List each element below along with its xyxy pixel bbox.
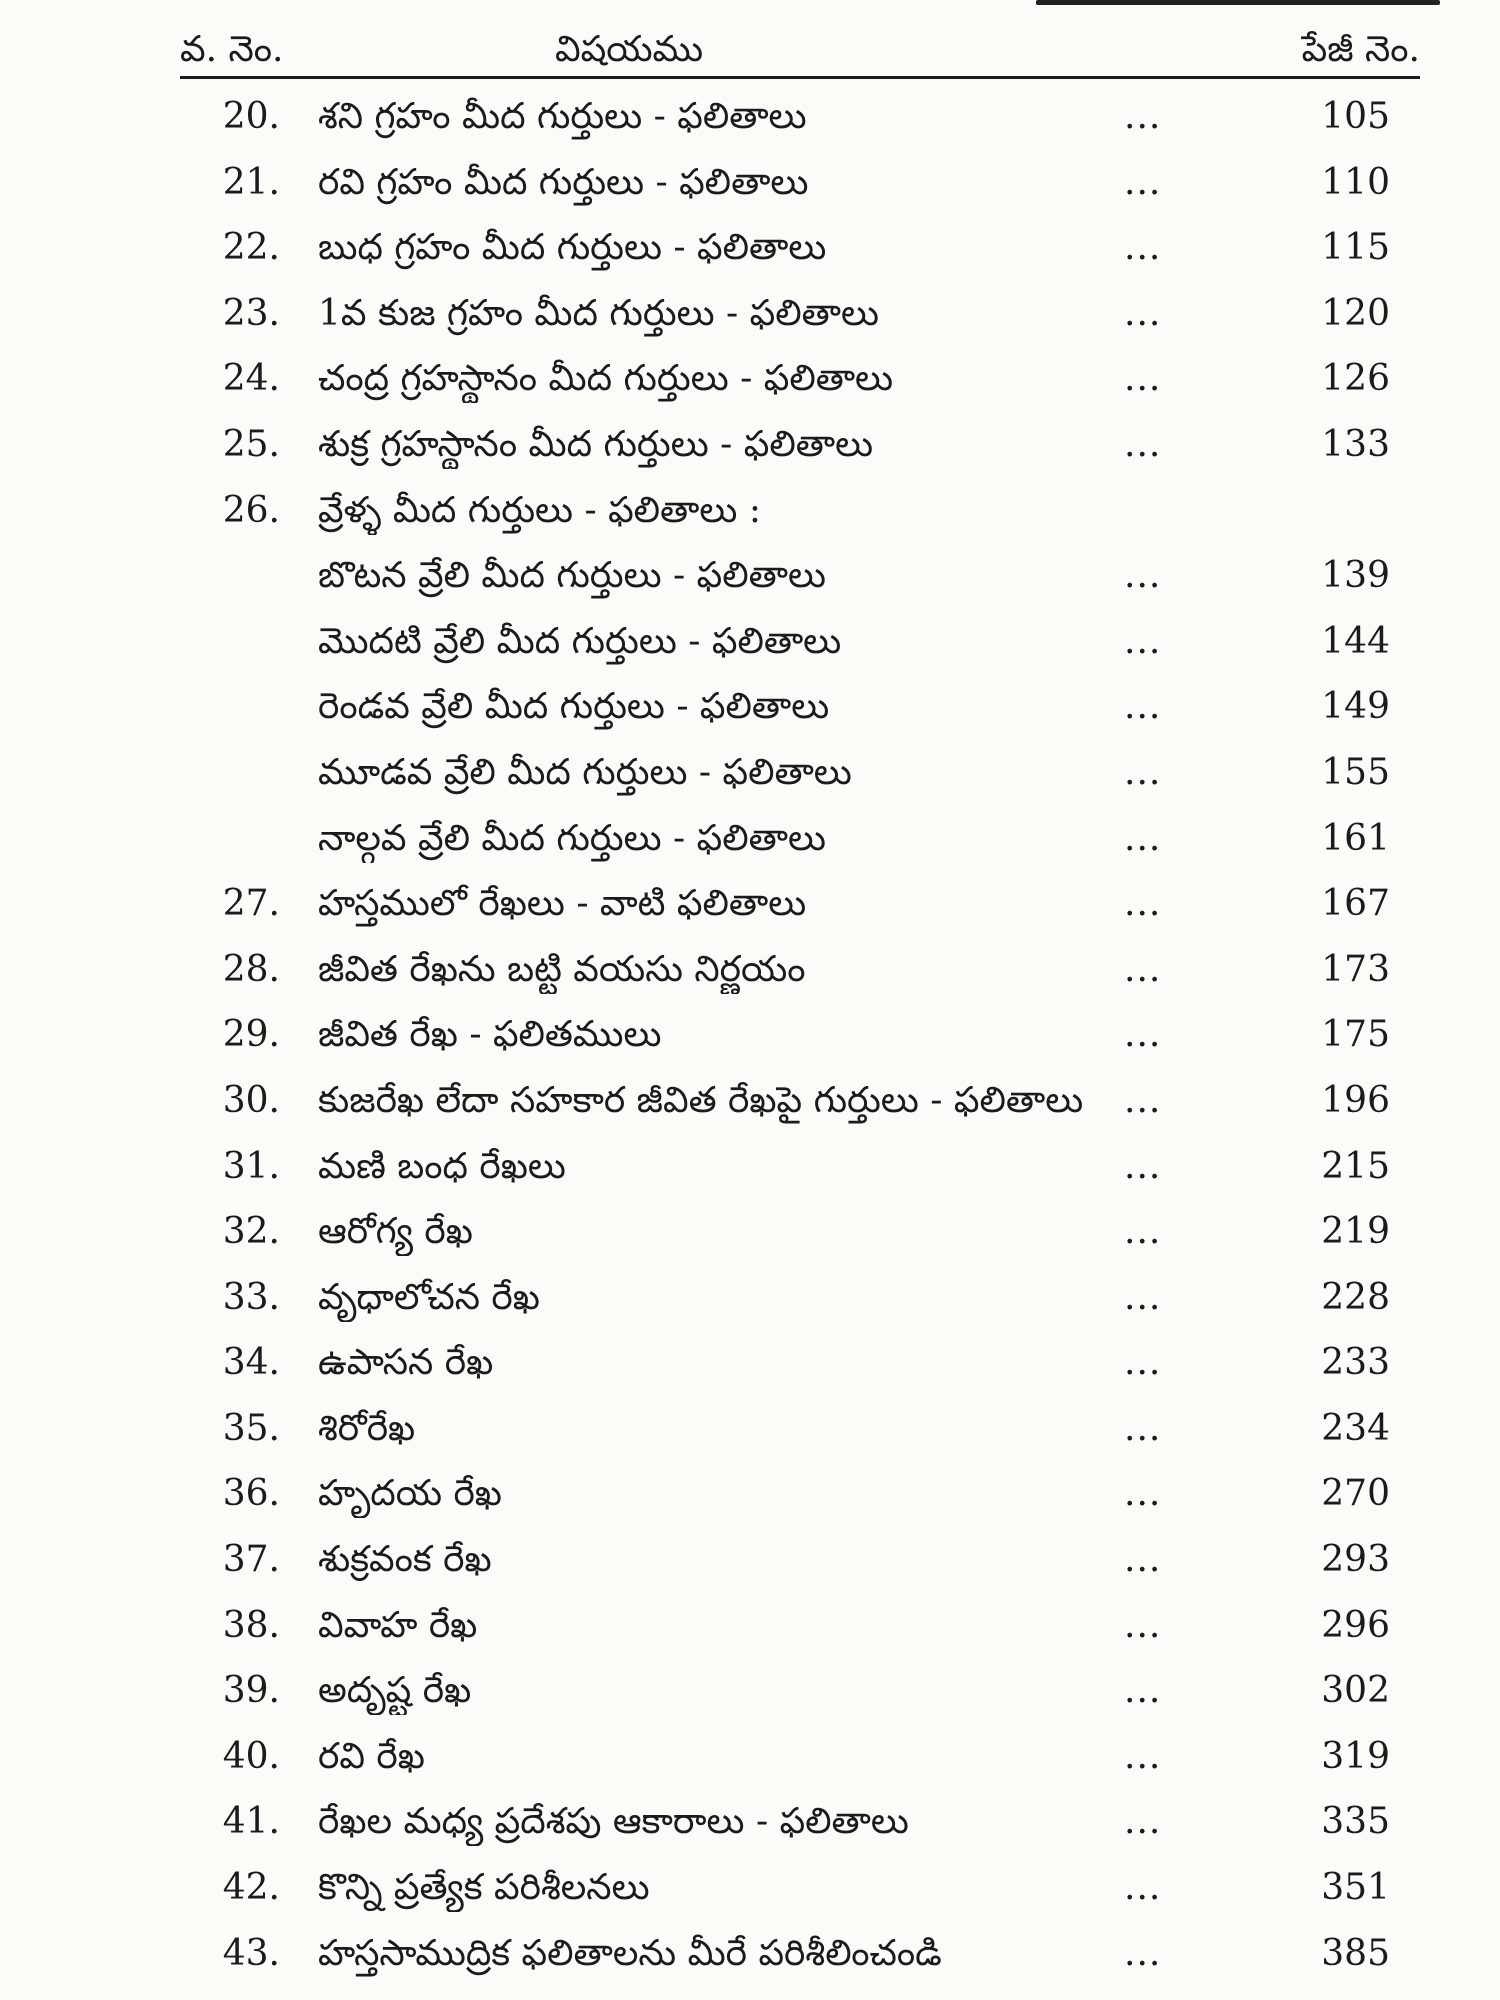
entry-title: కొన్ని ప్రత్యేక పరిశీలనలు — [318, 1867, 650, 1909]
entry-leader-dots: ... — [1124, 555, 1162, 597]
entry-number: 28. — [222, 948, 280, 990]
entry-title: వృధాలోచన రేఖ — [318, 1276, 540, 1318]
entry-page-number: 155 — [1321, 751, 1390, 793]
entry-title: హృదయ రేఖ — [318, 1473, 502, 1515]
contents-row — [0, 1790, 1500, 1856]
entry-title: నాల్గవ వ్రేలి మీద గుర్తులు - ఫలితాలు — [318, 817, 826, 859]
entry-number: 23. — [222, 292, 280, 334]
entry-number: 42. — [222, 1867, 280, 1909]
contents-row — [0, 479, 1500, 545]
contents-row — [0, 1331, 1500, 1397]
entry-page-number: 110 — [1321, 161, 1390, 203]
entry-title: శిరోరేఖ — [318, 1407, 416, 1449]
entry-leader-dots: ... — [1124, 751, 1162, 793]
entry-title: చంద్ర గ్రహస్థానం మీద గుర్తులు - ఫలితాలు — [318, 358, 894, 400]
entry-page-number: 270 — [1321, 1473, 1390, 1515]
entry-number: 36. — [222, 1473, 280, 1515]
entry-leader-dots: ... — [1124, 1407, 1162, 1449]
entry-title: రవి గ్రహం మీద గుర్తులు - ఫలితాలు — [318, 161, 809, 203]
contents-row — [0, 216, 1500, 282]
entry-number: 31. — [222, 1145, 280, 1187]
entry-number: 32. — [222, 1211, 280, 1253]
header-subject: విషయము — [555, 29, 704, 70]
contents-row — [0, 151, 1500, 217]
entry-number: 38. — [222, 1604, 280, 1646]
entry-number: 33. — [222, 1276, 280, 1318]
entry-leader-dots: ... — [1124, 1276, 1162, 1318]
contents-row — [0, 544, 1500, 610]
entry-leader-dots: ... — [1124, 948, 1162, 990]
entry-number: 26. — [222, 489, 280, 531]
entry-page-number: 319 — [1321, 1735, 1390, 1777]
entry-title: శని గ్రహం మీద గుర్తులు - ఫలితాలు — [318, 96, 807, 137]
entry-title: వివాహ రేఖ — [318, 1604, 478, 1646]
entry-leader-dots: ... — [1124, 1473, 1162, 1515]
entry-leader-dots: ... — [1124, 1539, 1162, 1581]
contents-row — [0, 675, 1500, 741]
entry-leader-dots: ... — [1124, 1867, 1162, 1909]
contents-row — [0, 610, 1500, 676]
contents-row — [0, 1462, 1500, 1528]
contents-row — [0, 1659, 1500, 1725]
header-page-number: పేజీ నెం. — [1301, 29, 1420, 70]
entry-page-number: 335 — [1321, 1801, 1390, 1843]
entry-title: రేఖల మధ్య ప్రదేశపు ఆకారాలు - ఫలితాలు — [318, 1801, 909, 1843]
contents-row — [0, 741, 1500, 807]
contents-row — [0, 413, 1500, 479]
entry-number: 40. — [222, 1735, 280, 1777]
entry-number: 29. — [222, 1014, 280, 1056]
entry-page-number: 175 — [1321, 1014, 1390, 1056]
entry-page-number: 133 — [1321, 423, 1390, 465]
entry-title: ఆరోగ్య రేఖ — [318, 1211, 473, 1253]
entry-title: రెండవ వ్రేలి మీద గుర్తులు - ఫలితాలు — [318, 686, 830, 728]
entry-leader-dots: ... — [1124, 620, 1162, 662]
entry-leader-dots: ... — [1124, 1145, 1162, 1187]
entry-number: 21. — [222, 161, 280, 203]
entry-page-number: 302 — [1321, 1670, 1390, 1712]
entry-page-number: 161 — [1321, 817, 1390, 859]
entry-title: కుజరేఖ లేదా సహకార జీవిత రేఖపై గుర్తులు - ఫలితాలు — [318, 1079, 1084, 1121]
contents-row — [0, 282, 1500, 348]
top-edge-stroke — [1036, 0, 1440, 5]
contents-row — [0, 872, 1500, 938]
entry-leader-dots: ... — [1124, 1670, 1162, 1712]
contents-row — [0, 347, 1500, 413]
contents-row — [0, 1003, 1500, 1069]
entry-title: అదృష్ట రేఖ — [318, 1670, 472, 1712]
entry-page-number: 144 — [1321, 620, 1390, 662]
entry-title: జీవిత రేఖ - ఫలితములు — [318, 1014, 662, 1056]
entry-title: బొటన వ్రేలి మీద గుర్తులు - ఫలితాలు — [318, 555, 826, 597]
entry-page-number: 228 — [1321, 1276, 1390, 1318]
entry-page-number: 167 — [1321, 883, 1390, 925]
contents-row — [0, 1856, 1500, 1922]
entry-leader-dots: ... — [1124, 1932, 1162, 1974]
entry-number: 34. — [222, 1342, 280, 1384]
entry-leader-dots: ... — [1124, 1342, 1162, 1384]
entry-page-number: 233 — [1321, 1342, 1390, 1384]
entry-page-number: 126 — [1321, 358, 1390, 400]
header-serial-number: వ. నెం. — [180, 29, 284, 70]
entry-page-number: 234 — [1321, 1407, 1390, 1449]
entry-title: మొదటి వ్రేలి మీద గుర్తులు - ఫలితాలు — [318, 620, 842, 662]
entry-number: 37. — [222, 1539, 280, 1581]
entry-page-number: 351 — [1321, 1867, 1390, 1909]
entry-title: మూడవ వ్రేలి మీద గుర్తులు - ఫలితాలు — [318, 751, 852, 793]
entry-leader-dots: ... — [1124, 1604, 1162, 1646]
contents-row — [0, 85, 1500, 151]
entry-page-number: 219 — [1321, 1211, 1390, 1253]
entry-title: 1వ కుజ గ్రహం మీద గుర్తులు - ఫలితాలు — [318, 292, 879, 334]
entry-leader-dots: ... — [1124, 817, 1162, 859]
entry-page-number: 196 — [1321, 1079, 1390, 1121]
entry-leader-dots: ... — [1124, 96, 1162, 137]
entry-page-number: 296 — [1321, 1604, 1390, 1646]
entry-leader-dots: ... — [1124, 1801, 1162, 1843]
entry-page-number: 115 — [1321, 227, 1390, 269]
entry-page-number: 293 — [1321, 1539, 1390, 1581]
entry-leader-dots: ... — [1124, 1735, 1162, 1777]
entry-page-number: 105 — [1321, 96, 1390, 137]
entry-page-number: 139 — [1321, 555, 1390, 597]
contents-row — [0, 938, 1500, 1004]
entry-leader-dots: ... — [1124, 292, 1162, 334]
contents-row — [0, 1397, 1500, 1463]
header-rule — [180, 76, 1420, 79]
entry-page-number: 149 — [1321, 686, 1390, 728]
contents-row — [0, 1200, 1500, 1266]
entry-title: బుధ గ్రహం మీద గుర్తులు - ఫలితాలు — [318, 227, 827, 269]
entry-number: 25. — [222, 423, 280, 465]
contents-row — [0, 1266, 1500, 1332]
entry-leader-dots: ... — [1124, 1014, 1162, 1056]
entry-leader-dots: ... — [1124, 161, 1162, 203]
entry-leader-dots: ... — [1124, 883, 1162, 925]
contents-row — [0, 1594, 1500, 1660]
contents-list — [0, 85, 1500, 1987]
contents-row — [0, 1528, 1500, 1594]
entry-number: 27. — [222, 883, 280, 925]
entry-title: హస్తములో రేఖలు - వాటి ఫలితాలు — [318, 883, 807, 925]
entry-number: 43. — [222, 1932, 280, 1974]
contents-row — [0, 807, 1500, 873]
entry-number: 39. — [222, 1670, 280, 1712]
contents-row — [0, 1725, 1500, 1791]
entry-number: 41. — [222, 1801, 280, 1843]
entry-title: హస్తసాముద్రిక ఫలితాలను మీరే పరిశీలించండి — [318, 1932, 942, 1974]
contents-row — [0, 1069, 1500, 1135]
entry-title: శుక్ర గ్రహస్థానం మీద గుర్తులు - ఫలితాలు — [318, 423, 874, 465]
entry-leader-dots: ... — [1124, 1079, 1162, 1121]
entry-leader-dots: ... — [1124, 1211, 1162, 1253]
entry-title: జీవిత రేఖను బట్టి వయసు నిర్ణయం — [318, 948, 806, 990]
entry-leader-dots: ... — [1124, 423, 1162, 465]
entry-page-number: 120 — [1321, 292, 1390, 334]
entry-page-number: 385 — [1321, 1932, 1390, 1974]
entry-number: 20. — [222, 96, 280, 137]
entry-title: రవి రేఖ — [318, 1735, 425, 1777]
contents-row — [0, 1922, 1500, 1988]
entry-page-number: 215 — [1321, 1145, 1390, 1187]
table-header — [180, 22, 1420, 78]
entry-title: ఉపాసన రేఖ — [318, 1342, 494, 1384]
entry-number: 24. — [222, 358, 280, 400]
entry-page-number: 173 — [1321, 948, 1390, 990]
entry-leader-dots: ... — [1124, 686, 1162, 728]
entry-number: 30. — [222, 1079, 280, 1121]
entry-leader-dots: ... — [1124, 358, 1162, 400]
entry-title: శుక్రవంక రేఖ — [318, 1539, 492, 1581]
entry-title: మణి బంధ రేఖలు — [318, 1145, 566, 1187]
contents-row — [0, 1135, 1500, 1201]
entry-title: వ్రేళ్ళ మీద గుర్తులు - ఫలితాలు : — [318, 489, 761, 531]
entry-number: 22. — [222, 227, 280, 269]
entry-number: 35. — [222, 1407, 280, 1449]
entry-leader-dots: ... — [1124, 227, 1162, 269]
